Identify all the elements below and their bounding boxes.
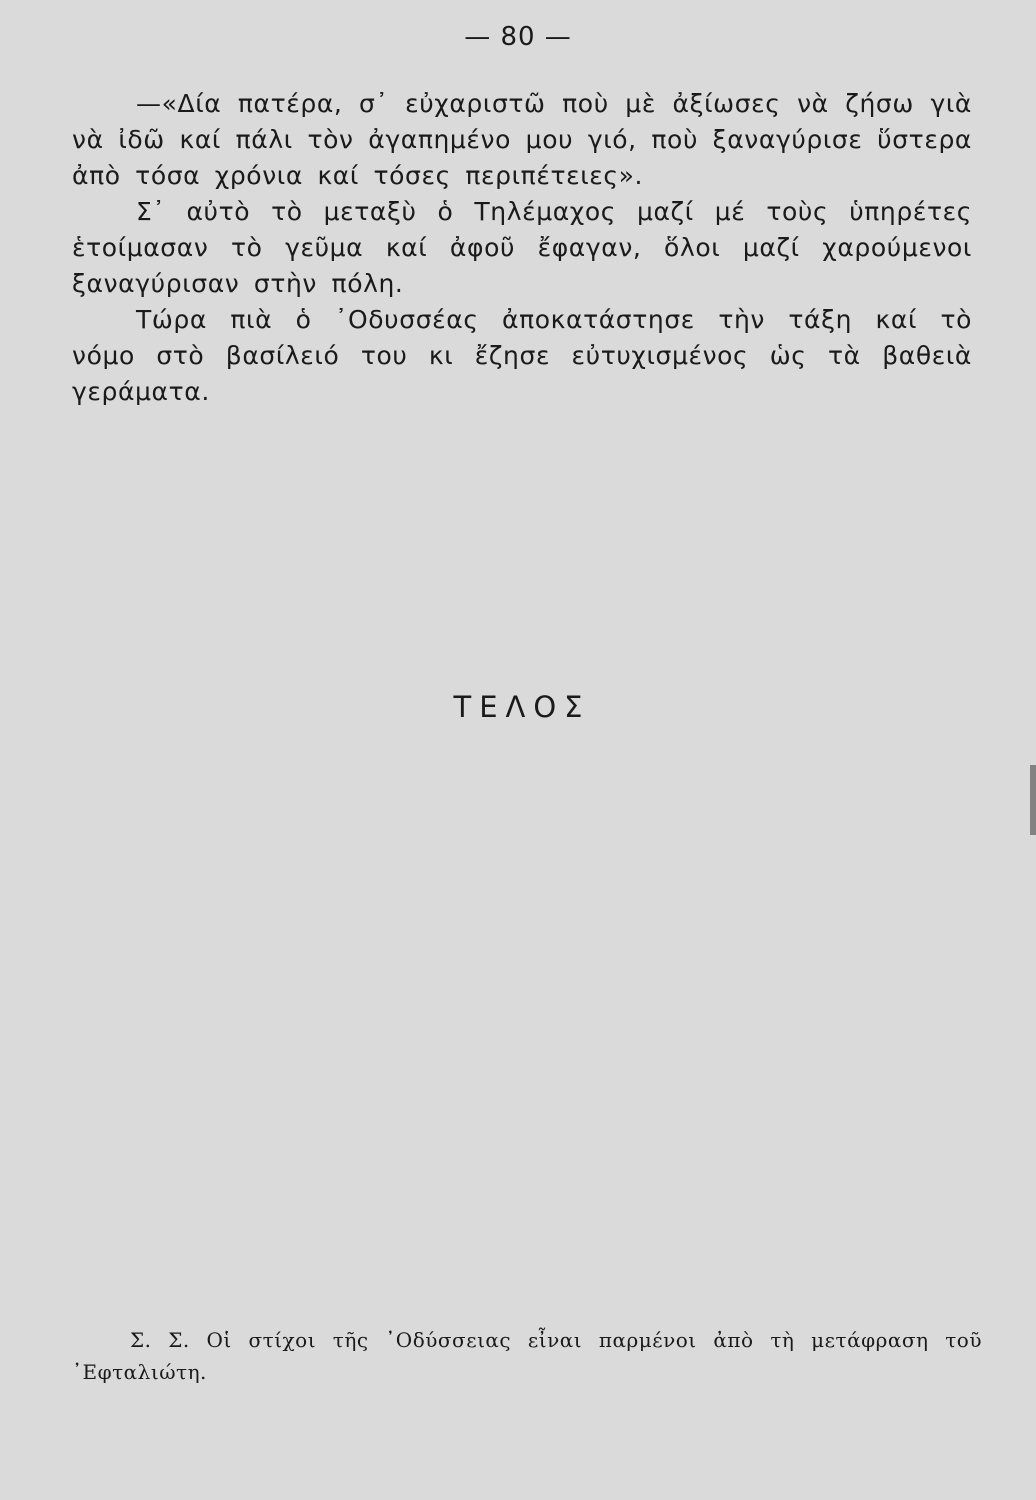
paragraph-3: Τώρα πιὰ ὁ ᾽Οδυσσέας ἀποκατάστησε τὴν τάξη καί τὸ νόμο στὸ βασίλειό του κι ἔζησε εὐτυχισμένος ὡς τὰ βαθειὰ γεράματα.: [72, 305, 972, 406]
end-title: ΤΕΛΟΣ: [453, 690, 591, 724]
page-number: — 80 —: [464, 22, 572, 52]
footnote: [72, 1324, 982, 1388]
paragraph-2: Σ᾽ αὐτὸ τὸ μεταξὺ ὁ Τηλέμαχος μαζί μέ τοὺς ὑπηρέτες ἑτοίμασαν τὸ γεῦμα καί ἀφοῦ ἔφαγαν, ὅλοι μαζί χαρούμενοι ξαναγύρισαν στὴν πόλη.: [72, 197, 972, 298]
binding-edge-mark: [1030, 765, 1036, 835]
footnote-text: Σ. Σ. Οἱ στίχοι τῆς ᾽Οδύσσειας εἶναι παρμένοι ἀπὸ τὴ μετάφραση τοῦ ᾽Εφταλιώτη.: [72, 1328, 982, 1384]
body-text: [72, 86, 972, 410]
paragraph-1: —«Δία πατέρα, σ᾽ εὐχαριστῶ ποὺ μὲ ἀξίωσες νὰ ζήσω γιὰ νὰ ἰδῶ καί πάλι τὸν ἀγαπημένο μου γιό, ποὺ ξαναγύρισε ὕστερα ἀπὸ τόσα χρόνια καί τόσες περιπέτειες».: [72, 89, 972, 190]
